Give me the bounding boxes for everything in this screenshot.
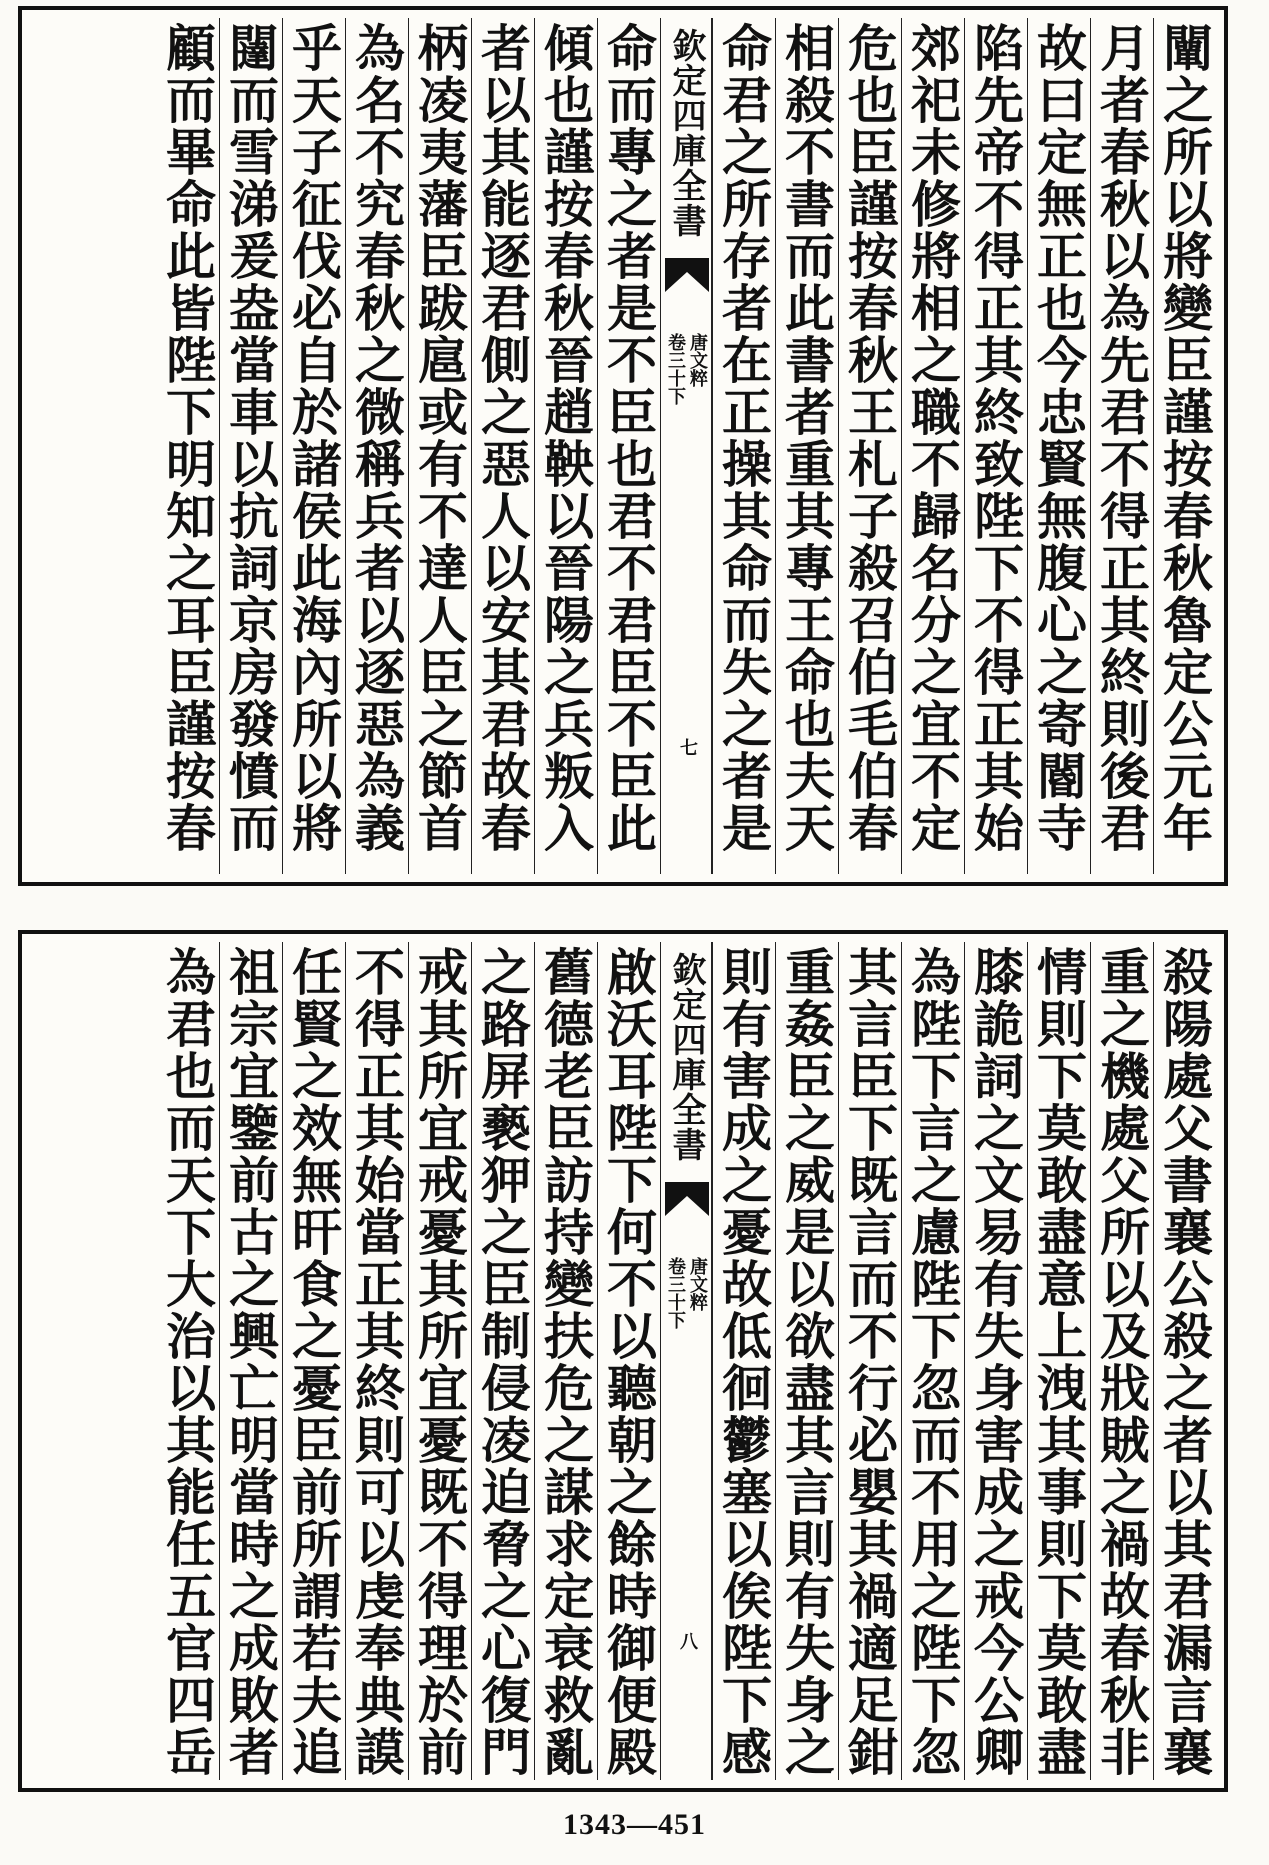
text-column: 重姦臣之威是以欲盡其言則有失身之 <box>775 942 838 1780</box>
gutter-subtitle <box>662 333 710 405</box>
text-column: 命君之所存者在正操其命而失之者是 <box>712 18 775 874</box>
fish-tail-mark-icon <box>665 1182 709 1216</box>
gutter-book-title: 唐文粹 <box>687 333 708 387</box>
text-column: 啟沃耳陛下何不以聽朝之餘時御便殿 <box>597 942 660 1780</box>
text-column: 為陛下言之慮陛下忽而不用之陛下忽 <box>901 942 964 1780</box>
text-column: 為名不究春秋之微稱兵者以逐惡為義 <box>345 18 408 874</box>
fish-tail-mark-icon <box>665 258 709 292</box>
top-page <box>18 6 1228 886</box>
text-column: 陷先帝不得正其終致陛下不得正其始 <box>964 18 1027 874</box>
text-column: 傾也謹按春秋晉趙鞅以晉陽之兵叛入 <box>534 18 597 874</box>
bottom-page <box>18 930 1228 1792</box>
gutter-volume: 卷三十下 <box>665 1257 686 1329</box>
text-column: 郊祀未修將相之職不歸名分之宜不定 <box>901 18 964 874</box>
text-column: 相殺不書而此書者重其專王命也夫天 <box>775 18 838 874</box>
text-column: 為君也而天下大治以其能任五官四岳 <box>158 946 217 1778</box>
text-column: 重之機處父所以及戕賊之禍故春秋非 <box>1090 942 1153 1780</box>
center-gutter <box>660 18 712 874</box>
footer-page-code: 1343—451 <box>563 1808 706 1841</box>
text-column: 膝詭詞之文易有失身害成之戒今公卿 <box>964 942 1027 1780</box>
text-column: 則有害成之憂故低徊鬱塞以俟陛下感 <box>712 942 775 1780</box>
gutter-volume: 卷三十下 <box>665 333 686 405</box>
text-column: 命而專之者是不臣也君不君臣不臣此 <box>597 18 660 874</box>
top-text-columns <box>30 18 1216 874</box>
text-column: 乎天子征伐必自於諸侯此海內所以將 <box>282 18 345 874</box>
page-number: 八 <box>677 1632 698 1650</box>
gutter-book-title: 唐文粹 <box>687 1257 708 1311</box>
gutter-title: 欽定四庫全書 <box>666 28 706 238</box>
text-column: 故曰定無正也今忠賢無腹心之寄閽寺 <box>1027 18 1090 874</box>
text-column: 闥而雪涕爰盎當車以抗詞京房發憤而 <box>219 18 282 874</box>
text-column: 其言臣下既言而不行必嬰其禍適足鉗 <box>838 942 901 1780</box>
text-column: 危也臣謹按春秋王札子殺召伯毛伯春 <box>838 18 901 874</box>
text-column: 者以其能逐君側之惡人以安其君故春 <box>471 18 534 874</box>
text-column: 闡之所以將變臣謹按春秋魯定公元年 <box>1153 18 1216 874</box>
text-column: 之路屏褻狎之臣制侵凌迫脅之心復門 <box>471 942 534 1780</box>
text-column: 柄凌夷藩臣跋扈或有不達人臣之節首 <box>408 18 471 874</box>
page-number: 七 <box>677 738 698 756</box>
text-column: 舊德老臣訪持變扶危之謀求定衰救亂 <box>534 942 597 1780</box>
text-column: 情則下莫敢盡意上洩其事則下莫敢盡 <box>1027 942 1090 1780</box>
bottom-text-columns <box>30 942 1216 1780</box>
gutter-subtitle <box>662 1257 710 1329</box>
gutter-title: 欽定四庫全書 <box>666 952 706 1162</box>
text-column: 殺陽處父書襄公殺之者以其君漏言襄 <box>1153 942 1216 1780</box>
text-column: 月者春秋以為先君不得正其終則後君 <box>1090 18 1153 874</box>
text-column: 任賢之效無旰食之憂臣前所謂若夫追 <box>282 942 345 1780</box>
center-gutter <box>660 942 712 1780</box>
text-column: 顧而畢命此皆陛下明知之耳臣謹按春 <box>158 22 217 854</box>
text-column: 祖宗宜鑒前古之興亡明當時之成敗者 <box>219 942 282 1780</box>
text-column: 不得正其始當正其終則可以虔奉典謨 <box>345 942 408 1780</box>
text-column: 戒其所宜戒憂其所宜憂既不得理於前 <box>408 942 471 1780</box>
